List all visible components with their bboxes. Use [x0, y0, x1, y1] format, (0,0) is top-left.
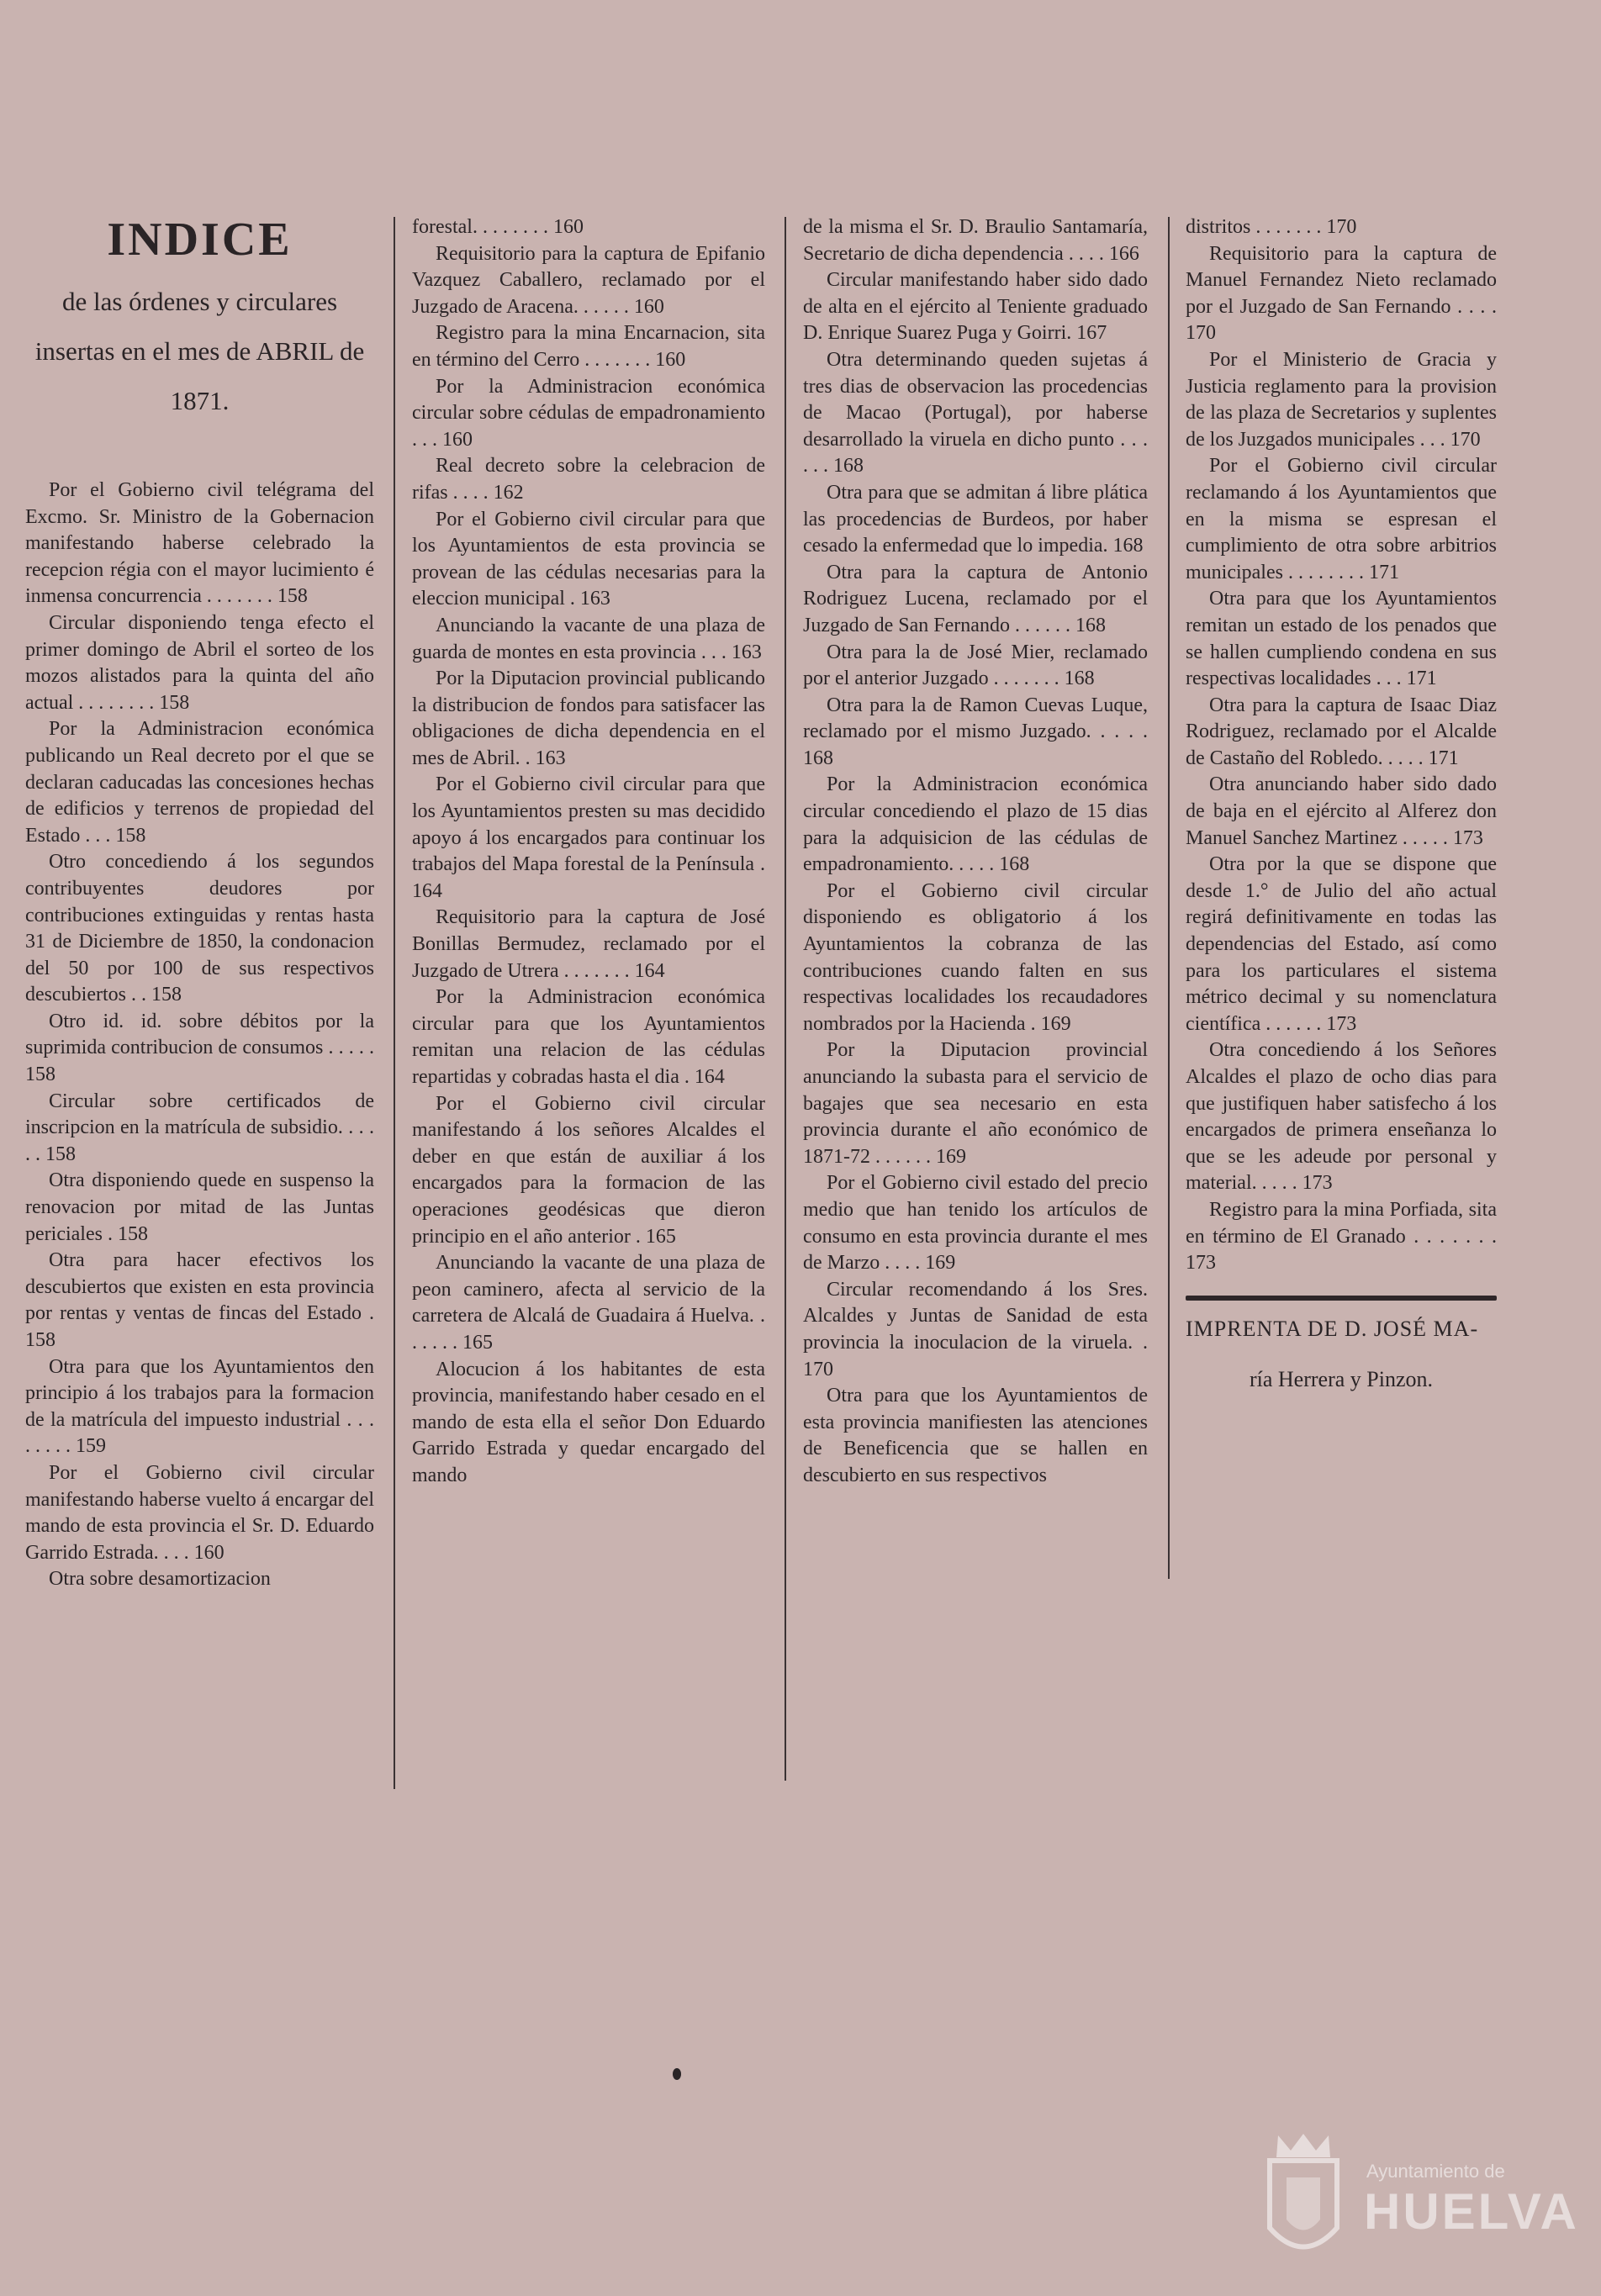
- index-entry: [1186, 241, 1497, 347]
- index-entry: [412, 507, 765, 613]
- entry-page-number: 164: [634, 959, 665, 982]
- entry-page-number: 168: [999, 853, 1030, 876]
- index-entry: [1186, 347, 1497, 453]
- entry-text: forestal. . . . . . . .: [412, 216, 548, 238]
- entry-text: Otra para hacer efectivos los descubiertos que existen en esta provincia por rentas y ventas de fincas del Estado .: [25, 1249, 374, 1325]
- entry-text: Otra concediendo á los Señores Alcaldes el plazo de ocho dias para que justifiquen haber satisfecho á los encargados de primera enseñanza lo que se les adeude por personal y material. . . . .: [1186, 1039, 1497, 1195]
- entry-page-number: 170: [803, 1358, 833, 1380]
- entry-page-number: 173: [1452, 826, 1483, 849]
- index-entry: [25, 1566, 374, 1593]
- index-entry: [25, 1089, 374, 1169]
- index-entry: [803, 772, 1148, 878]
- entry-page-number: 170: [1186, 322, 1216, 345]
- index-entry: [412, 453, 765, 506]
- index-entry: [1186, 852, 1497, 1037]
- entry-text: Requisitorio para la captura de Manuel Fernandez Nieto reclamado por el Juzgado de San Fernando . . . .: [1186, 242, 1497, 318]
- entry-text: Por el Gobierno civil circular manifestando á los señores Alcaldes el deber en que están de auxiliar á los encargados para la formacion de las operaciones geodésicas que dieron principio en el año anterior .: [412, 1092, 765, 1248]
- entry-page-number: 171: [1406, 668, 1437, 690]
- entry-page-number: 158: [277, 585, 308, 608]
- index-entry: [1186, 772, 1497, 852]
- entry-text: Otra para que los Ayuntamientos den principio á los trabajos para la formacion de la matrícula del impuesto industrial . . . . . . . .: [25, 1355, 374, 1458]
- index-entry: [412, 613, 765, 666]
- entry-text: Por la Diputacion provincial publicando la distribucion de fondos para satisfacer las obligaciones de dicha dependencia en el mes de Abril. .: [412, 668, 765, 769]
- entry-page-number: 168: [833, 455, 864, 478]
- index-entry: [803, 693, 1148, 773]
- entry-text: Circular recomendando á los Sres. Alcaldes y Juntas de Sanidad de esta provincia la inoculacion de la viruela. .: [803, 1278, 1148, 1354]
- entry-page-number: 159: [76, 1435, 106, 1458]
- index-entry: [412, 1357, 765, 1490]
- index-entry: [412, 905, 765, 984]
- entry-page-number: 168: [803, 747, 833, 769]
- index-entry: [803, 640, 1148, 693]
- entry-text: Real decreto sobre la celebracion de rifas . . . .: [412, 455, 765, 504]
- entry-text: Alocucion á los habitantes de esta provincia, manifestando haber cesado en el mando de esta ella el señor Don Eduardo Garrido Estrada y quedar encargado del mando: [412, 1358, 765, 1486]
- watermark: [1253, 2127, 1579, 2270]
- entry-text: Otra para la de Ramon Cuevas Luque, reclamado por el mismo Juzgado. . . . .: [803, 694, 1148, 743]
- entry-text: Por la Administracion económica circular concediendo el plazo de 15 dias para la adquisicion de las cédulas de empadronamiento. . . . .: [803, 773, 1148, 876]
- index-entry: [1186, 693, 1497, 773]
- entry-page-number: 164: [694, 1066, 725, 1088]
- entry-text: Otra para la captura de Isaac Diaz Rodriguez, reclamado por el Alcalde de Castaño del Robledo. . . . .: [1186, 694, 1497, 769]
- entry-page-number: 160: [442, 428, 473, 451]
- ink-dot: [673, 2068, 681, 2080]
- index-entries: [25, 478, 374, 1593]
- entry-page-number: 158: [151, 984, 182, 1006]
- entry-page-number: 158: [115, 824, 146, 847]
- entry-page-number: 165: [462, 1331, 493, 1354]
- entry-text: Otro id. id. sobre débitos por la suprimida contribucion de consumos . . . . .: [25, 1010, 374, 1059]
- entry-page-number: 165: [645, 1225, 676, 1248]
- entry-text: Por la Diputacion provincial anunciando la subasta para el servicio de bagajes que sea necesario en esta provincia durante el año económico de 1871-72 . . . . . .: [803, 1039, 1148, 1168]
- entry-page-number: 160: [633, 295, 664, 318]
- imprint-divider: [1186, 1296, 1497, 1301]
- entry-text: Otro concediendo á los segundos contribuyentes deudores por contribuciones extinguidas y rentas hasta 31 de Diciembre de 1850, la condonacion del 50 por 100 de sus respectivos descubiertos . .: [25, 851, 374, 1006]
- index-entry: [412, 214, 765, 241]
- entry-text: Por el Gobierno civil circular disponiendo es obligatorio á los Ayuntamientos la cobranza de las contribuciones cuando falten en sus respectivas localidades los recaudadores nombrados por la Hacienda .: [803, 879, 1148, 1035]
- entry-page-number: 173: [1302, 1172, 1333, 1195]
- column-rule: [1168, 217, 1170, 1579]
- column-rule: [394, 217, 395, 1789]
- entry-text: Anunciando la vacante de una plaza de peon caminero, afecta al servicio de la carretera de Alcalá de Guadaira á Huelva. . . . . . .: [412, 1252, 765, 1354]
- index-entry: [412, 1250, 765, 1356]
- index-entry: [412, 772, 765, 905]
- entry-page-number: 169: [1040, 1012, 1071, 1035]
- entry-page-number: 166: [1108, 242, 1139, 265]
- entry-text: Otra por la que se dispone que desde 1.° de Julio del año actual regirá definitivamente en todas las dependencias del Estado, así como para los particulares el sistema métrico decimal y su nomenclatura científica . . . . . .: [1186, 853, 1497, 1035]
- index-entry: [25, 1168, 374, 1248]
- entry-text: Por la Administracion económica circular para que los Ayuntamientos remitan una relacion de las cédulas repartidas y cobradas hasta el dia .: [412, 986, 765, 1088]
- column-2: [412, 214, 765, 1490]
- entry-text: Requisitorio para la captura de José Bonillas Bermudez, reclamado por el Juzgado de Utrera . . . . . . .: [412, 906, 765, 982]
- index-entry: [803, 1037, 1148, 1170]
- city-seal-icon: [1253, 2127, 1354, 2270]
- entry-page-number: 168: [1112, 535, 1144, 557]
- index-entry: [25, 610, 374, 716]
- entry-text: Por el Gobierno civil telégrama del Excmo. Sr. Ministro de la Gobernacion manifestando haberse celebrado la recepcion régia con el mayor lucimiento é inmensa concurrencia . . . . . . .: [25, 479, 374, 608]
- entry-page-number: 170: [1450, 428, 1481, 451]
- entry-text: Por el Gobierno civil estado del precio medio que han tenido los artículos de consumo en esta provincia durante el mes de Marzo . . . .: [803, 1172, 1148, 1275]
- entry-text: Otra para la de José Mier, reclamado por el anterior Juzgado . . . . . . .: [803, 641, 1148, 690]
- entry-text: Registro para la mina Porfiada, sita en término de El Granado . . . . . . .: [1186, 1198, 1497, 1248]
- index-entry: [412, 241, 765, 321]
- column-4: [1186, 214, 1497, 1396]
- index-entry: [412, 666, 765, 772]
- entry-text: Registro para la mina Encarnacion, sita en término del Cerro . . . . . . .: [412, 322, 765, 371]
- index-entry: [412, 320, 765, 373]
- index-entries: [1186, 214, 1497, 1277]
- index-entry: [25, 716, 374, 849]
- index-entry: [803, 1383, 1148, 1489]
- entry-text: Por la Administracion económica circular sobre cédulas de empadronamiento . . .: [412, 375, 765, 451]
- entry-page-number: 168: [1075, 614, 1106, 636]
- entry-page-number: 162: [493, 481, 524, 504]
- entry-page-number: 170: [1326, 216, 1357, 238]
- entry-page-number: 171: [1428, 747, 1459, 769]
- index-entry: [1186, 1197, 1497, 1277]
- entry-page-number: 169: [936, 1145, 966, 1168]
- index-entry: [1186, 214, 1497, 241]
- index-entry: [803, 480, 1148, 560]
- entry-text: Requisitorio para la captura de Epifanio Vazquez Caballero, reclamado por el Juzgado de Aracena. . . . . .: [412, 242, 765, 318]
- entry-text: Otra sobre desamortizacion: [49, 1568, 271, 1591]
- entry-text: de la misma el Sr. D. Braulio Santamaría, Secretario de dicha dependencia . . . .: [803, 216, 1148, 265]
- entry-text: Otra determinando queden sujetas á tres dias de observacion las procedencias de Macao (Portugal), por haberse desarrollado la viruela en dicho punto . . . . . .: [803, 348, 1148, 478]
- entry-page-number: 158: [45, 1143, 76, 1165]
- entry-page-number: 168: [1064, 668, 1095, 690]
- entry-page-number: 167: [1076, 322, 1107, 345]
- index-subtitle: de las órdenes y circulares insertas en el mes de ABRIL de 1871.: [34, 287, 365, 415]
- entry-text: Por el Gobierno civil circular manifestando haberse vuelto á encargar del mando de esta provincia el Sr. D. Eduardo Garrido Estrada. . . .: [25, 1461, 374, 1564]
- index-entry: [1186, 453, 1497, 586]
- entry-page-number: 158: [159, 691, 190, 714]
- index-entry: [803, 879, 1148, 1038]
- entry-page-number: 160: [552, 216, 584, 238]
- entry-text: Por el Gobierno civil circular para que los Ayuntamientos presten su mas decidido apoyo á los encargados para continuar los trabajos del Mapa forestal de la Península .: [412, 773, 765, 876]
- entry-text: Circular disponiendo tenga efecto el primer domingo de Abril el sorteo de los mozos alistados para la quinta del año actual . . . . . . . .: [25, 611, 374, 714]
- index-title: INDICE: [107, 214, 293, 266]
- index-entry: [803, 1277, 1148, 1383]
- entry-text: Por el Gobierno civil circular para que los Ayuntamientos de esta provincia se provean de las cédulas necesarias para la eleccion municipal .: [412, 508, 765, 610]
- index-entry: [803, 560, 1148, 640]
- index-entry: [1186, 586, 1497, 692]
- index-entry: [803, 347, 1148, 480]
- index-entry: [25, 1354, 374, 1460]
- entry-page-number: 164: [412, 879, 442, 902]
- watermark-line-2: HUELVA: [1364, 2183, 1579, 2240]
- entry-text: Otra para la captura de Antonio Rodriguez Lucena, reclamado por el Juzgado de San Fernando . . . . . .: [803, 561, 1148, 636]
- entry-text: Otra disponiendo quede en suspenso la renovacion por mitad de las Juntas periciales .: [25, 1169, 374, 1245]
- index-entry: [803, 214, 1148, 267]
- index-entry: [25, 1009, 374, 1089]
- entry-text: Otra para que se admitan á libre plática las procedencias de Burdeos, por haber cesado la enfermedad que lo impedia.: [803, 481, 1148, 557]
- imprint-line-2: ría Herrera y Pinzon.: [1249, 1366, 1434, 1391]
- entry-page-number: 158: [25, 1064, 55, 1086]
- index-entries: [412, 214, 765, 1490]
- index-entry: [25, 849, 374, 1009]
- entry-text: Por el Gobierno civil circular reclamando á los Ayuntamientos que en la misma se espresan el cumplimiento de otra sobre arbitrios municipales . . . . . . . .: [1186, 455, 1497, 583]
- entry-page-number: 173: [1186, 1252, 1216, 1275]
- entry-page-number: 160: [655, 348, 686, 371]
- entry-page-number: 173: [1326, 1012, 1357, 1035]
- entry-text: Anunciando la vacante de una plaza de guarda de montes en esta provincia . . .: [412, 614, 765, 663]
- entry-page-number: 163: [579, 588, 610, 610]
- column-rule: [785, 217, 786, 1781]
- index-entry: [412, 1091, 765, 1251]
- entry-page-number: 160: [193, 1541, 225, 1564]
- watermark-line-1: Ayuntamiento de: [1366, 2161, 1505, 2182]
- entry-page-number: 171: [1368, 561, 1399, 583]
- entry-text: Por la Administracion económica publicando un Real decreto por el que se declaran caducadas las concesiones hechas de edificios y terrenos de propiedad del Estado . . .: [25, 718, 374, 847]
- column-1: [25, 214, 374, 1593]
- column-3: [803, 214, 1148, 1490]
- index-entry: [803, 267, 1148, 347]
- entry-text: Otra anunciando haber sido dado de baja en el ejército al Alferez don Manuel Sanchez Martinez . . . . .: [1186, 773, 1497, 849]
- entry-text: Circular sobre certificados de inscripcion en la matrícula de subsidio. . . . . .: [25, 1090, 374, 1165]
- index-entry: [412, 984, 765, 1090]
- index-entry: [25, 478, 374, 610]
- entry-text: Otra para que los Ayuntamientos remitan un estado de los penados que se hallen cumpliendo condena en sus respectivas localidades . . .: [1186, 588, 1497, 690]
- imprint-line-1: IMPRENTA DE D. JOSÉ MA-: [1186, 1316, 1479, 1341]
- entry-text: distritos . . . . . . .: [1186, 216, 1322, 238]
- entry-page-number: 158: [117, 1222, 148, 1245]
- index-entries: [803, 214, 1148, 1490]
- index-entry: [1186, 1037, 1497, 1197]
- entry-page-number: 163: [731, 641, 762, 663]
- index-entry: [25, 1248, 374, 1354]
- index-entry: [412, 374, 765, 454]
- entry-page-number: 169: [925, 1252, 956, 1275]
- index-entry: [25, 1460, 374, 1566]
- index-entry: [803, 1170, 1148, 1276]
- entry-text: Otra para que los Ayuntamientos de esta provincia manifiesten las atenciones de Beneficencia que se hallen en descubierto en sus respectivos: [803, 1385, 1148, 1486]
- entry-text: Circular manifestando haber sido dado de alta en el ejército al Teniente graduado D. Enrique Suarez Puga y Goirri.: [803, 269, 1148, 345]
- entry-page-number: 158: [25, 1329, 55, 1351]
- entry-text: Por el Ministerio de Gracia y Justicia reglamento para la provision de las plaza de Secretarios y suplentes de los Juzgados municipales . . .: [1186, 348, 1497, 451]
- entry-page-number: 163: [535, 747, 566, 769]
